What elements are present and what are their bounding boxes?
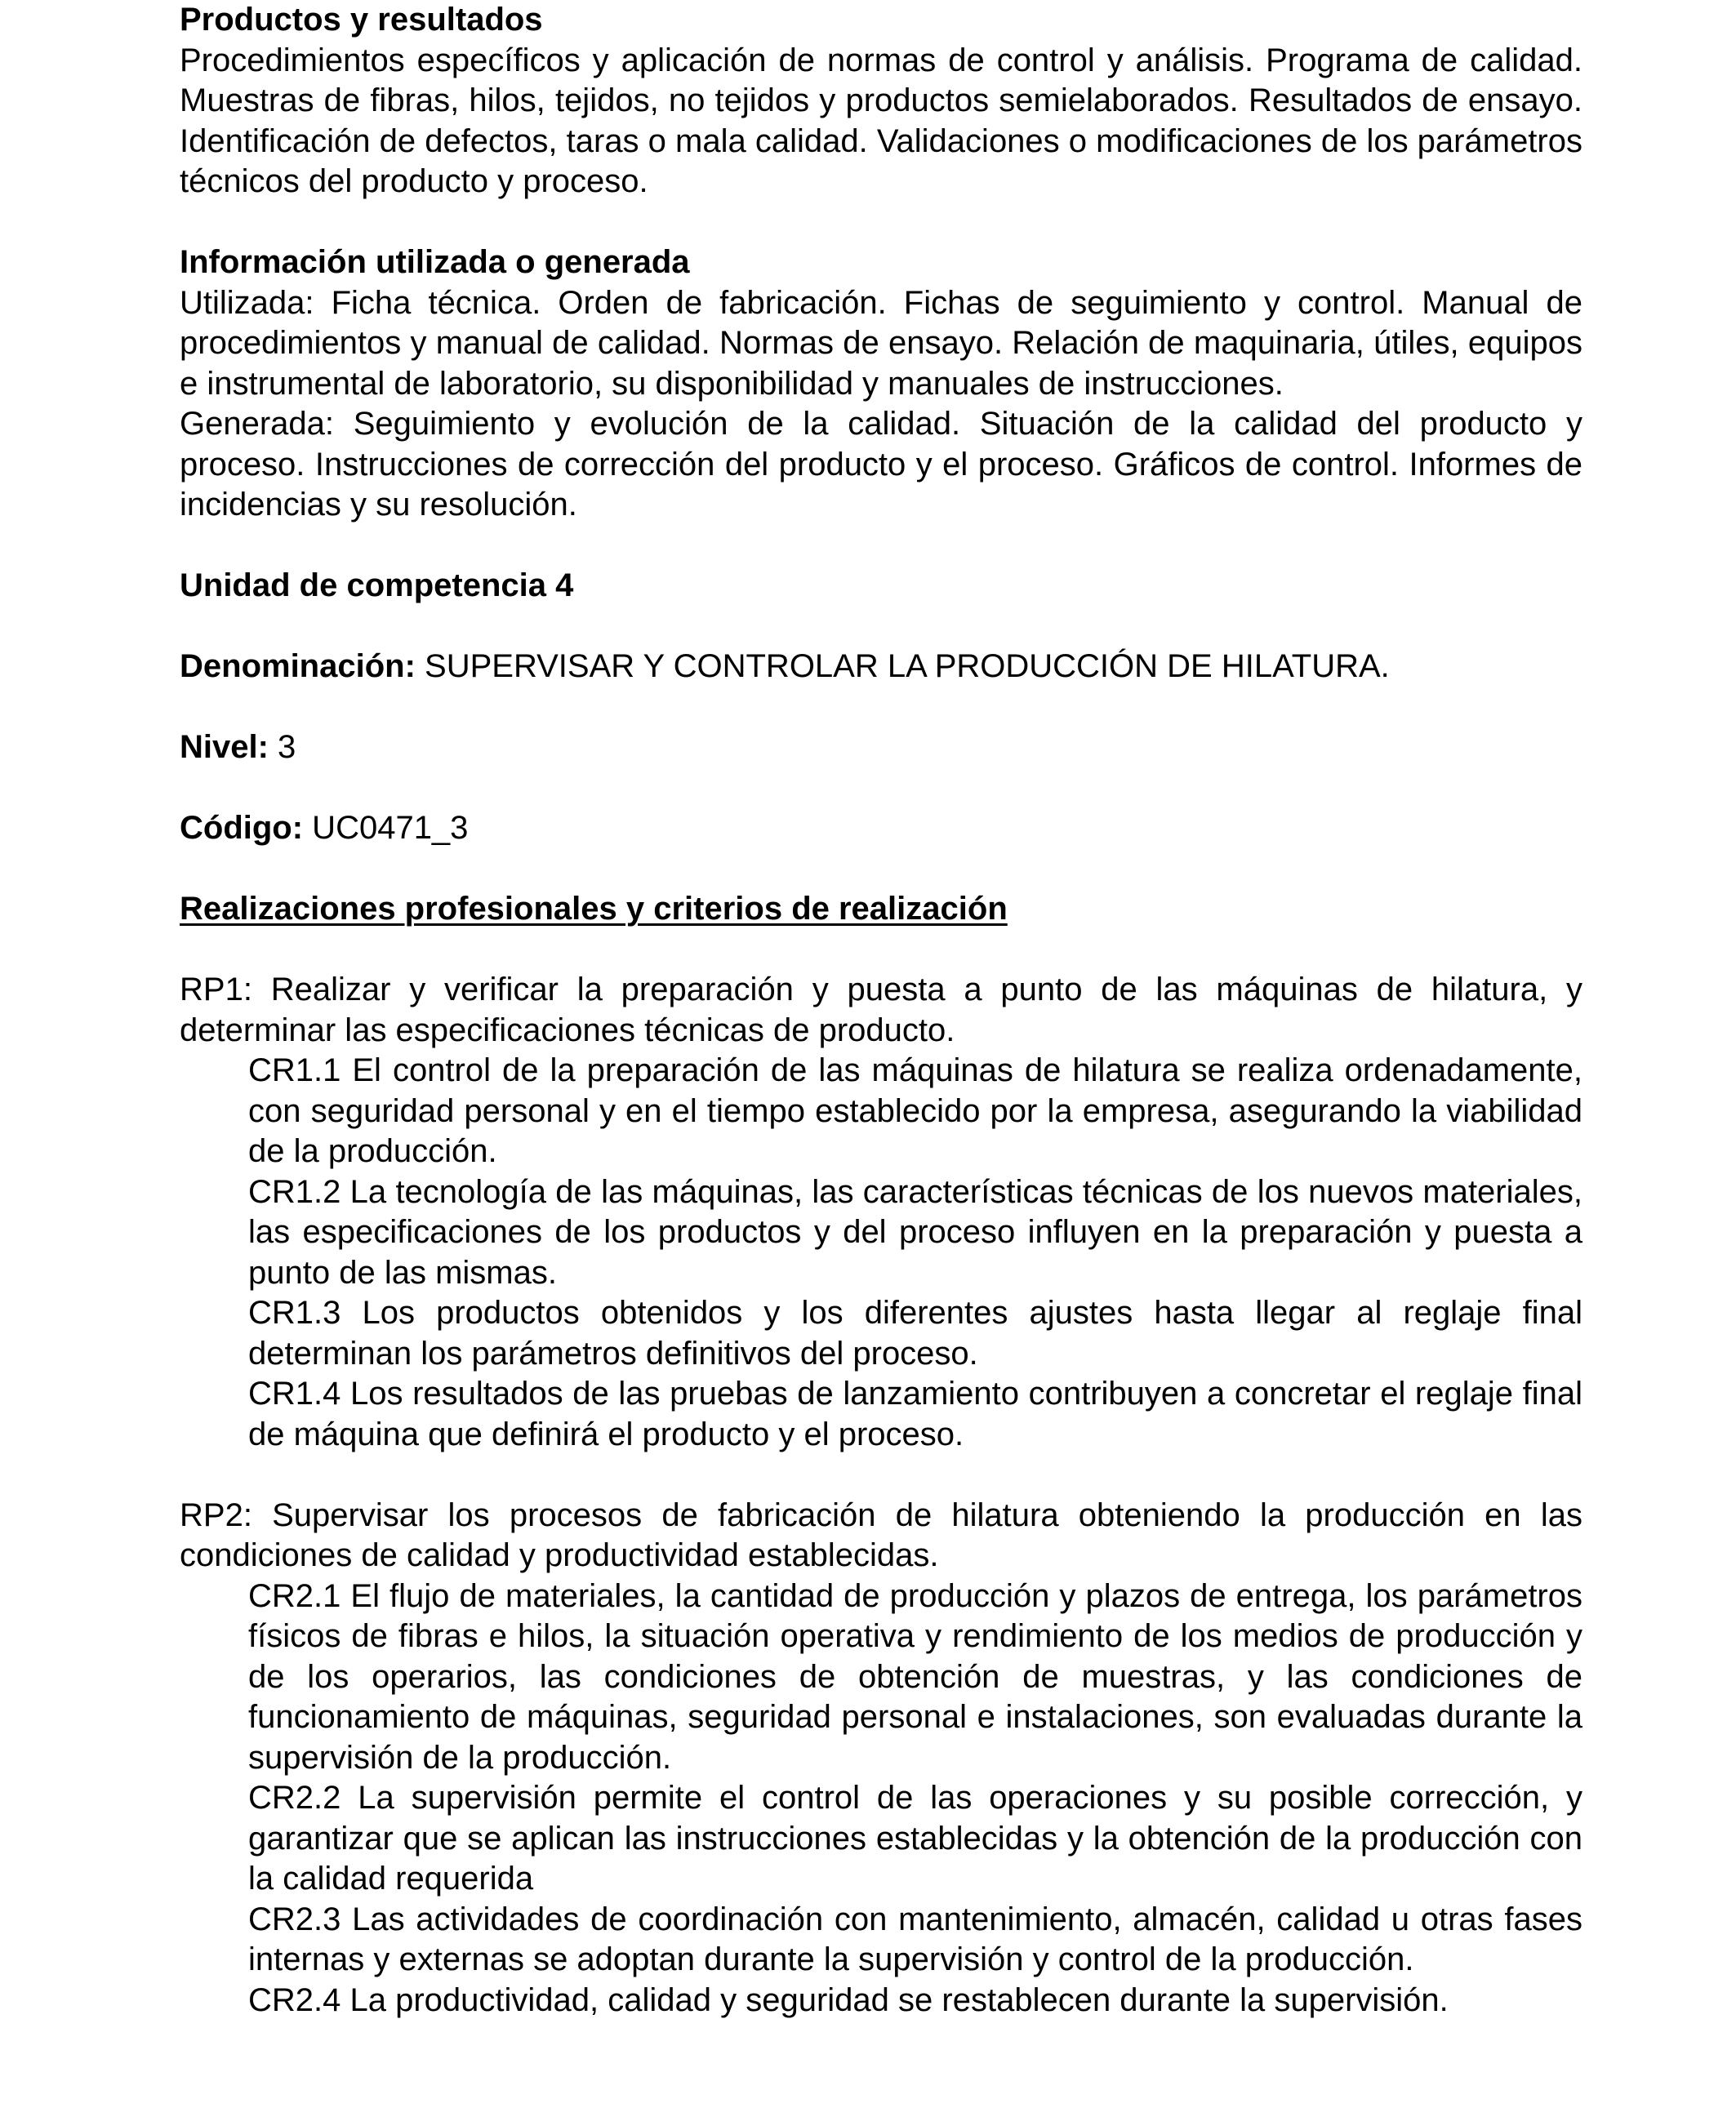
document-page xyxy=(180,0,1582,2021)
unidad-title: Unidad de competencia 4 xyxy=(180,567,574,603)
criterion-cr2-4: CR2.4 La productividad, calidad y seguridad se restablecen durante la supervisión. xyxy=(248,1981,1449,2018)
criterion-cr1-4: CR1.4 Los resultados de las pruebas de lanzamiento contribuyen a concretar el reglaje final de máquina que definirá el producto y el proceso. xyxy=(248,1376,1582,1452)
nivel-value: 3 xyxy=(268,729,296,765)
codigo-label: Código: xyxy=(180,810,304,846)
denominacion-line xyxy=(180,647,1582,687)
criterion-cr2-3: CR2.3 Las actividades de coordinación con mantenimiento, almacén, calidad u otras fases internas y externas se adoptan durante la supervisión y control de la producción. xyxy=(248,1901,1582,1977)
productos-text: Procedimientos específicos y aplicación de normas de control y análisis. Programa de calidad. Muestras de fibras, hilos, tejidos, no tejidos y productos semielaborados. Resultados de ensayo. Identificación de defectos, taras o mala calidad. Validaciones o modificaciones de los parámetros técnicos del producto y proceso. xyxy=(180,42,1582,199)
criterion-cr1-3: CR1.3 Los productos obtenidos y los diferentes ajustes hasta llegar al reglaje final determinan los parámetros definitivos del proceso. xyxy=(248,1295,1582,1372)
criterion-cr2-2: CR2.2 La supervisión permite el control de las operaciones y su posible corrección, y garantizar que se aplican las instrucciones establecidas y la obtención de la producción con la calidad requerida xyxy=(248,1780,1582,1897)
denominacion-value: SUPERVISAR Y CONTROLAR LA PRODUCCIÓN DE HILATURA. xyxy=(415,648,1390,684)
realizaciones-heading: Realizaciones profesionales y criterios de realización xyxy=(180,891,1008,927)
realizaciones-heading-line xyxy=(180,889,1582,930)
nivel-line xyxy=(180,727,1582,768)
spacer xyxy=(180,607,1582,647)
codigo-value: UC0471_3 xyxy=(303,810,469,846)
codigo-line xyxy=(180,808,1582,849)
rp1-text: RP1: Realizar y verificar la preparación y puesta a punto de las máquinas de hilatura, y determinar las especificaciones técnicas de producto. xyxy=(180,972,1582,1048)
section-heading-informacion: Información utilizada o generada xyxy=(180,244,690,280)
informacion-generada: Generada: Seguimiento y evolución de la calidad. Situación de la calidad del producto y proceso. Instrucciones de corrección del producto y el proceso. Gráficos de control. Informes de incidencias y su resolución. xyxy=(180,406,1582,523)
nivel-label: Nivel: xyxy=(180,729,269,765)
spacer xyxy=(180,526,1582,567)
criterion-cr1-1: CR1.1 El control de la preparación de las máquinas de hilatura se realiza ordenadamente, con seguridad personal y en el tiempo establecido por la empresa, asegurando la viabilidad de la producción. xyxy=(248,1052,1582,1169)
informacion-utilizada: Utilizada: Ficha técnica. Orden de fabricación. Fichas de seguimiento y control. Manual de procedimientos y manual de calidad. Normas de ensayo. Relación de maquinaria, útiles, equipos e instrumental de laboratorio, su disponibilidad y manuales de instrucciones. xyxy=(180,284,1582,402)
spacer xyxy=(180,1455,1582,1496)
spacer xyxy=(180,930,1582,971)
spacer xyxy=(180,687,1582,728)
spacer xyxy=(180,768,1582,809)
rp2-text: RP2: Supervisar los procesos de fabricación de hilatura obteniendo la producción en las condiciones de calidad y productividad establecidas. xyxy=(180,1497,1582,1573)
spacer xyxy=(180,202,1582,243)
spacer xyxy=(180,849,1582,890)
criterion-cr1-2: CR1.2 La tecnología de las máquinas, las características técnicas de los nuevos materiales, las especificaciones de los productos y del proceso influyen en la preparación y puesta a punto de las mismas. xyxy=(248,1173,1582,1291)
section-heading-productos: Productos y resultados xyxy=(180,2,543,38)
criterion-cr2-1: CR2.1 El flujo de materiales, la cantidad de producción y plazos de entrega, los parámetros físicos de fibras e hilos, la situación operativa y rendimiento de los medios de producción y de los operarios, las condiciones de obtención de muestras, y las condiciones de funcionamiento de máquinas, seguridad personal e instalaciones, son evaluadas durante la supervisión de la producción. xyxy=(248,1577,1582,1776)
denominacion-label: Denominación: xyxy=(180,648,416,684)
